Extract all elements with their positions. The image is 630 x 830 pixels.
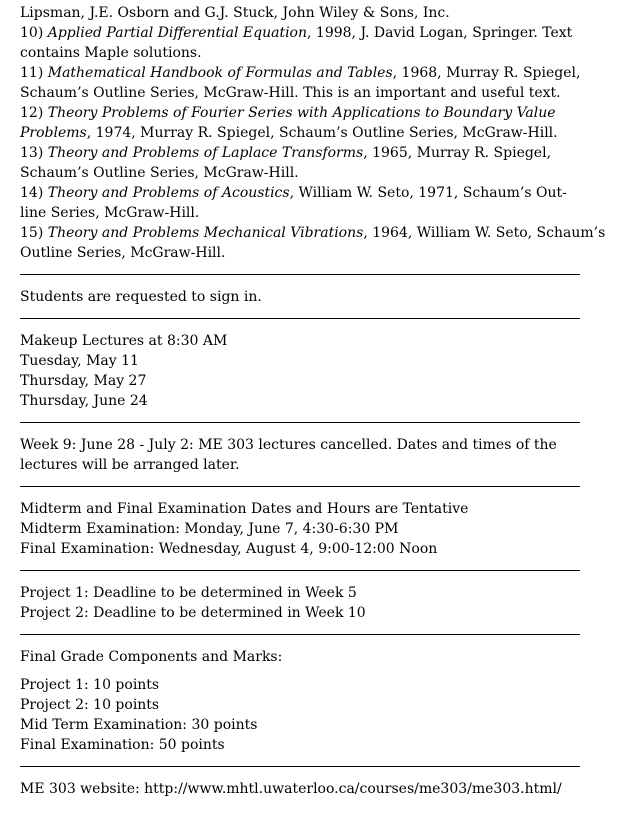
makeup-lectures-section — [20, 331, 610, 411]
reference-number: 13) — [20, 145, 44, 161]
reference-10 — [20, 23, 610, 63]
reference-title: Theory and Problems of Acoustics — [47, 185, 290, 201]
divider — [20, 570, 580, 571]
signin-notice: Students are requested to sign in. — [20, 289, 262, 305]
reference-title: Theory and Problems of Laplace Transforms — [47, 145, 364, 161]
project-2-deadline: Project 2: Deadline to be determined in Week 10 — [20, 605, 366, 621]
exams-section — [20, 499, 610, 559]
reference-continuation: Lipsman, J.E. Osborn and G.J. Stuck, John Wiley & Sons, Inc. — [20, 5, 450, 21]
reference-title: Mathematical Handbook of Formulas and Tables — [47, 65, 393, 81]
document-page — [20, 3, 610, 799]
reference-details: , 1968, Murray R. Spiegel, — [392, 65, 581, 81]
week9-line: Week 9: June 28 - July 2: ME 303 lectures cancelled. Dates and times of the — [20, 437, 557, 453]
grade-item: Final Examination: 50 points — [20, 737, 225, 753]
divider — [20, 634, 580, 635]
makeup-date: Thursday, June 24 — [20, 393, 148, 409]
reference-number: 11) — [20, 65, 44, 81]
reference-number: 12) — [20, 105, 44, 121]
references-section — [20, 3, 610, 263]
reference-details: , William W. Seto, 1971, Schaum’s Out- — [289, 185, 567, 201]
divider — [20, 486, 580, 487]
divider — [20, 422, 580, 423]
reference-title: Problems — [20, 125, 87, 141]
exams-heading: Midterm and Final Examination Dates and Hours are Tentative — [20, 501, 469, 517]
grade-item: Project 1: 10 points — [20, 677, 160, 693]
reference-details: , 1964, William W. Seto, Schaum’s — [363, 225, 606, 241]
reference-number: 15) — [20, 225, 44, 241]
grade-item: Project 2: 10 points — [20, 697, 160, 713]
reference-details: , 1974, Murray R. Spiegel, Schaum’s Outline Series, McGraw-Hill. — [86, 125, 558, 141]
reference-title: Applied Partial Differential Equation — [47, 25, 308, 41]
week9-line: lectures will be arranged later. — [20, 457, 240, 473]
final-exam: Final Examination: Wednesday, August 4, 9:00-12:00 Noon — [20, 541, 438, 557]
reference-13 — [20, 143, 610, 183]
reference-15 — [20, 223, 610, 263]
makeup-heading: Makeup Lectures at 8:30 AM — [20, 333, 228, 349]
reference-number: 10) — [20, 25, 44, 41]
reference-title: Theory Problems of Fourier Series with Applications to Boundary Value — [47, 105, 556, 121]
grade-item: Mid Term Examination: 30 points — [20, 717, 258, 733]
reference-details: Outline Series, McGraw-Hill. — [20, 245, 226, 261]
grades-section — [20, 647, 610, 755]
reference-details: contains Maple solutions. — [20, 45, 202, 61]
divider — [20, 318, 580, 319]
course-website: ME 303 website: http://www.mhtl.uwaterloo.ca/courses/me303/me303.html/ — [20, 781, 562, 797]
reference-14 — [20, 183, 610, 223]
reference-details: line Series, McGraw-Hill. — [20, 205, 200, 221]
divider — [20, 274, 580, 275]
week9-notice — [20, 435, 610, 475]
midterm-exam: Midterm Examination: Monday, June 7, 4:30-6:30 PM — [20, 521, 399, 537]
reference-title: Theory and Problems Mechanical Vibrations — [47, 225, 364, 241]
reference-12 — [20, 103, 610, 143]
makeup-date: Thursday, May 27 — [20, 373, 147, 389]
reference-details: , 1998, J. David Logan, Springer. Text — [307, 25, 573, 41]
reference-number: 14) — [20, 185, 44, 201]
projects-section — [20, 583, 610, 623]
reference-details: Schaum’s Outline Series, McGraw-Hill. — [20, 165, 299, 181]
grades-heading: Final Grade Components and Marks: — [20, 649, 283, 665]
divider — [20, 766, 580, 767]
project-1-deadline: Project 1: Deadline to be determined in Week 5 — [20, 585, 357, 601]
reference-details: Schaum’s Outline Series, McGraw-Hill. This is an important and useful text. — [20, 85, 561, 101]
makeup-date: Tuesday, May 11 — [20, 353, 139, 369]
reference-details: , 1965, Murray R. Spiegel, — [363, 145, 552, 161]
reference-11 — [20, 63, 610, 103]
